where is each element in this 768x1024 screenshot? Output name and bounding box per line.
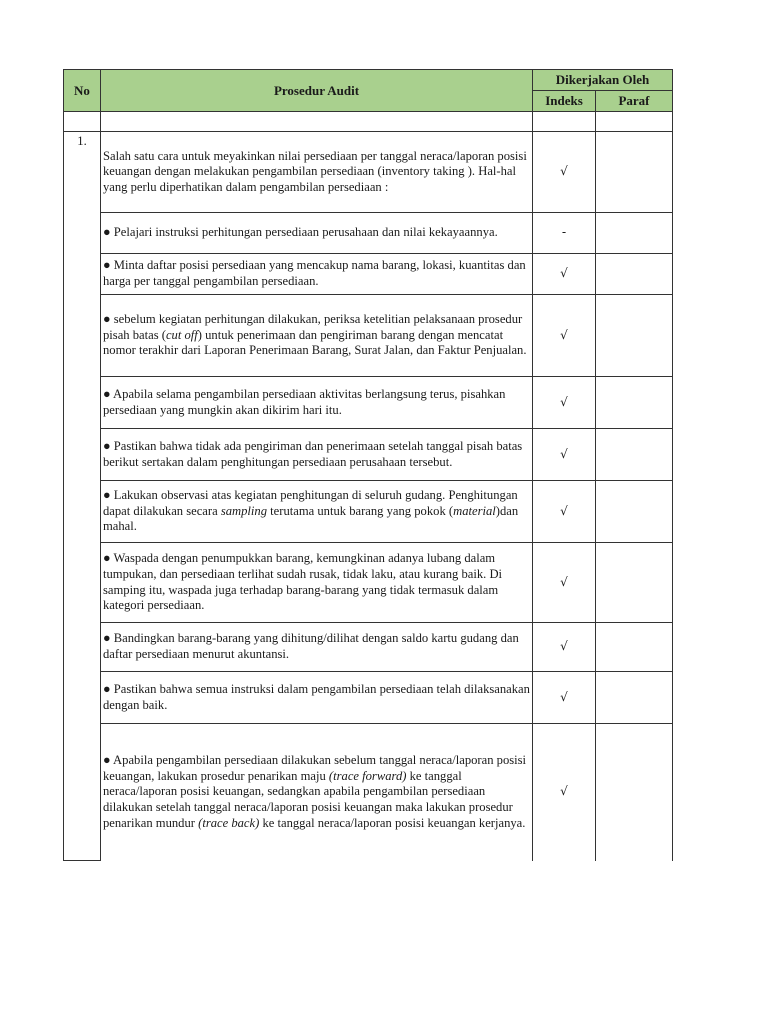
procedure-row [64, 429, 673, 481]
indeks-mark: √ [533, 724, 596, 861]
procedure-row [64, 377, 673, 429]
procedure-text: ● Pastikan bahwa tidak ada pengiriman dan penerimaan setelah tanggal pisah batas berikut sertakan dalam penghitungan persediaan perusahaan tersebut. [101, 429, 533, 481]
indeks-mark: √ [533, 481, 596, 543]
paraf-cell [596, 295, 673, 377]
header-prosedur-audit: Prosedur Audit [101, 70, 533, 112]
paraf-cell [596, 672, 673, 724]
indeks-mark: √ [533, 295, 596, 377]
indeks-mark: √ [533, 672, 596, 724]
procedure-text: ● Pelajari instruksi perhitungan persediaan perusahaan dan nilai kekayaannya. [101, 213, 533, 254]
paraf-cell [596, 213, 673, 254]
paraf-cell [596, 481, 673, 543]
italic-term: (trace back) [198, 815, 260, 830]
procedure-text: ● Apabila pengambilan persediaan dilakukan sebelum tanggal neraca/laporan posisi keuangan, lakukan prosedur penarikan maju (trace forward) ke tanggal neraca/laporan posisi keuangan, sedangkan apabila pengambilan persediaan dilakukan setelah tanggal neraca/laporan posisi keuangan maka lakukan prosedur penarikan mundur (trace back) ke tanggal neraca/laporan posisi keuangan kerjanya. [101, 724, 533, 861]
procedure-row [64, 213, 673, 254]
italic-term: (trace forward) [328, 768, 407, 783]
header-paraf: Paraf [596, 91, 673, 112]
procedure-row [64, 132, 673, 213]
procedure-row [64, 724, 673, 861]
procedure-text: ● Waspada dengan penumpukkan barang, kemungkinan adanya lubang dalam tumpukan, dan persediaan terlihat sudah rusak, tidak laku, atau kurang baik. Di samping itu, waspada juga terhadap barang-barang yang tidak termasuk dalam kategori persediaan. [101, 543, 533, 623]
indeks-mark: √ [533, 377, 596, 429]
paraf-cell [596, 254, 673, 295]
paraf-cell [596, 132, 673, 213]
italic-term: sampling [220, 503, 268, 518]
italic-term: cut off [165, 327, 198, 342]
procedure-text: ● Pastikan bahwa semua instruksi dalam pengambilan persediaan telah dilaksanakan dengan baik. [101, 672, 533, 724]
row-number: 1. [64, 132, 101, 861]
indeks-mark: √ [533, 132, 596, 213]
procedure-text: Salah satu cara untuk meyakinkan nilai persediaan per tanggal neraca/laporan posisi keuangan dengan melakukan pengambilan persediaan (inventory taking ). Hal-hal yang perlu diperhatikan dalam pengambilan persediaan : [101, 132, 533, 213]
procedure-row [64, 295, 673, 377]
paraf-cell [596, 543, 673, 623]
procedure-text: ● Lakukan observasi atas kegiatan penghitungan di seluruh gudang. Penghitungan dapat dilakukan secara sampling terutama untuk barang yang pokok (material)dan mahal. [101, 481, 533, 543]
indeks-mark: √ [533, 429, 596, 481]
procedure-text: ● Bandingkan barang-barang yang dihitung/dilihat dengan saldo kartu gudang dan daftar persediaan menurut akuntansi. [101, 623, 533, 672]
paraf-cell [596, 377, 673, 429]
procedure-text: ● Apabila selama pengambilan persediaan aktivitas berlangsung terus, pisahkan persediaan yang mungkin akan dikirim hari itu. [101, 377, 533, 429]
spacer-row [64, 112, 673, 132]
indeks-mark: √ [533, 543, 596, 623]
procedure-row [64, 623, 673, 672]
procedure-row [64, 543, 673, 623]
paraf-cell [596, 623, 673, 672]
procedure-row [64, 481, 673, 543]
procedure-row [64, 672, 673, 724]
header-dikerjakan-oleh: Dikerjakan Oleh [533, 70, 673, 91]
paraf-cell [596, 724, 673, 861]
header-no: No [64, 70, 101, 112]
paraf-cell [596, 429, 673, 481]
procedure-text: ● Minta daftar posisi persediaan yang mencakup nama barang, lokasi, kuantitas dan harga per tanggal pengambilan persediaan. [101, 254, 533, 295]
procedure-text: ● sebelum kegiatan perhitungan dilakukan, periksa ketelitian pelaksanaan prosedur pisah batas (cut off) untuk penerimaan dan pengiriman barang dengan mencatat nomor terakhir dari Laporan Penerimaan Barang, Surat Jalan, dan Faktur Penjualan. [101, 295, 533, 377]
audit-procedure-table [63, 69, 673, 861]
indeks-mark: √ [533, 254, 596, 295]
italic-term: material [453, 503, 496, 518]
indeks-mark: - [533, 213, 596, 254]
procedure-row [64, 254, 673, 295]
indeks-mark: √ [533, 623, 596, 672]
header-indeks: Indeks [533, 91, 596, 112]
